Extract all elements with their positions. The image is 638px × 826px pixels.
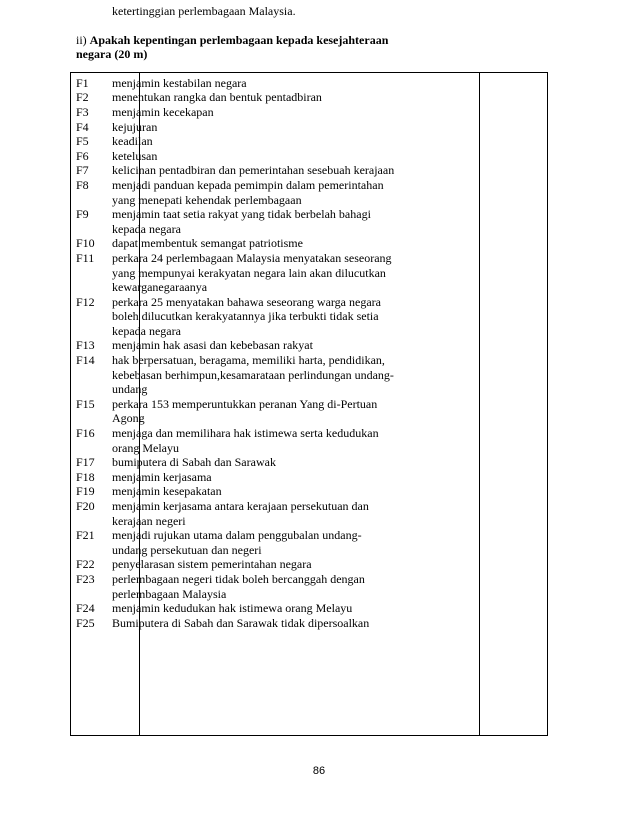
item-code: F7 [76,163,89,178]
item-code: F10 [76,236,95,251]
item-text: kelicinan pentadbiran dan pemerintahan sesebuah kerajaan [112,163,395,178]
list-item [76,616,396,631]
list-item [76,105,396,120]
item-code: F11 [76,250,95,265]
question-heading [76,33,396,62]
item-text: menjamin taat setia rakyat yang tidak berbelah bahagi kepada negara [112,207,371,236]
list-item [76,601,396,616]
list-item [76,353,396,397]
item-text: menjadi rujukan utama dalam penggubalan undang-undang persekutuan dan negeri [112,528,362,557]
list-item [76,207,396,236]
item-code: F14 [76,353,95,368]
item-code: F18 [76,469,95,484]
list-item [76,76,396,91]
list-item [76,499,396,528]
item-code: F9 [76,207,89,222]
item-text: menjaga dan memilihara hak istimewa serta kedudukan orang Melayu [112,426,379,455]
table-column-divider [479,73,480,735]
list-item [76,236,396,251]
answer-content [76,4,396,630]
page-number: 86 [312,765,326,777]
item-text: dapat membentuk semangat patriotisme [112,236,303,251]
item-text: menjamin kecekapan [112,104,214,119]
item-code: F3 [76,104,89,119]
item-text: ketelusan [112,148,158,163]
item-text: hak berpersatuan, beragama, memiliki harta, pendidikan, kebebasan berhimpun,kesamarataan perlindungan undang- undang [112,353,394,397]
item-text: perkara 25 menyatakan bahawa seseorang warga negara boleh dilucutkan kerakyatannya jika terbukti tidak setia kepada negara [112,294,381,338]
list-item [76,149,396,164]
item-text: perlembagaan negeri tidak boleh bercanggah dengan perlembagaan Malaysia [112,571,365,601]
item-text: penyelarasan sistem pemerintahan negara [112,557,312,572]
item-text: menjamin kedudukan hak istimewa orang Melayu [112,601,353,616]
list-item [76,120,396,135]
list-item [76,178,396,207]
list-item [76,163,396,178]
item-text: Bumiputera di Sabah dan Sarawak tidak dipersoalkan [112,615,370,630]
item-code: F17 [76,455,95,470]
answer-items-list [76,76,396,631]
item-text: perkara 24 perlembagaan Malaysia menyatakan seseorang yang mempunyai kerakyatan negara lain akan dilucutkan kewarganegaraanya [112,250,392,295]
list-item [76,470,396,485]
item-code: F12 [76,294,95,309]
list-item [76,90,396,105]
item-text: perkara 153 memperuntukkan peranan Yang di-Pertuan Agong [112,396,378,426]
item-code: F25 [76,615,95,630]
item-code: F19 [76,484,95,499]
item-text: menjadi panduan kepada pemimpin dalam pemerintahan yang menepati kehendak perlembagaan [112,177,384,207]
item-code: F15 [76,396,95,411]
list-item [76,528,396,557]
list-item [76,295,396,339]
list-item [76,338,396,353]
item-code: F20 [76,499,95,513]
item-code: F1 [76,75,89,90]
item-code: F2 [76,90,89,105]
list-item [76,557,396,572]
item-code: F23 [76,571,95,586]
item-text: menjamin kerjasama antara kerajaan persekutuan dan kerajaan negeri [112,499,369,528]
item-text: kejujuran [112,119,158,134]
item-code: F13 [76,338,95,353]
question-number: ii) [76,32,90,47]
continuation-line: ketertinggian perlembagaan Malaysia. [112,4,296,18]
question-title: Apakah kepentingan perlembagaan kepada kesejahteraan negara (20 m) [76,32,389,62]
item-text: menentukan rangka dan bentuk pentadbiran [112,90,322,105]
item-code: F16 [76,426,95,441]
item-code: F21 [76,528,95,543]
list-item [76,134,396,149]
item-text: menjamin kerjasama [112,469,212,484]
list-item [76,426,396,455]
item-code: F4 [76,119,89,134]
item-text: menjamin kestabilan negara [112,75,247,90]
item-code: F8 [76,177,89,192]
item-text: keadilan [112,134,153,149]
item-text: menjamin hak asasi dan kebebasan rakyat [112,338,313,353]
item-text: menjamin kesepakatan [112,484,222,499]
list-item [76,572,396,601]
list-item [76,455,396,470]
list-item [76,484,396,499]
list-item [76,397,396,426]
item-text: bumiputera di Sabah dan Sarawak [112,455,276,470]
list-item [76,251,396,295]
item-code: F22 [76,557,95,572]
item-code: F5 [76,134,89,149]
item-code: F6 [76,148,89,163]
item-code: F24 [76,601,95,616]
